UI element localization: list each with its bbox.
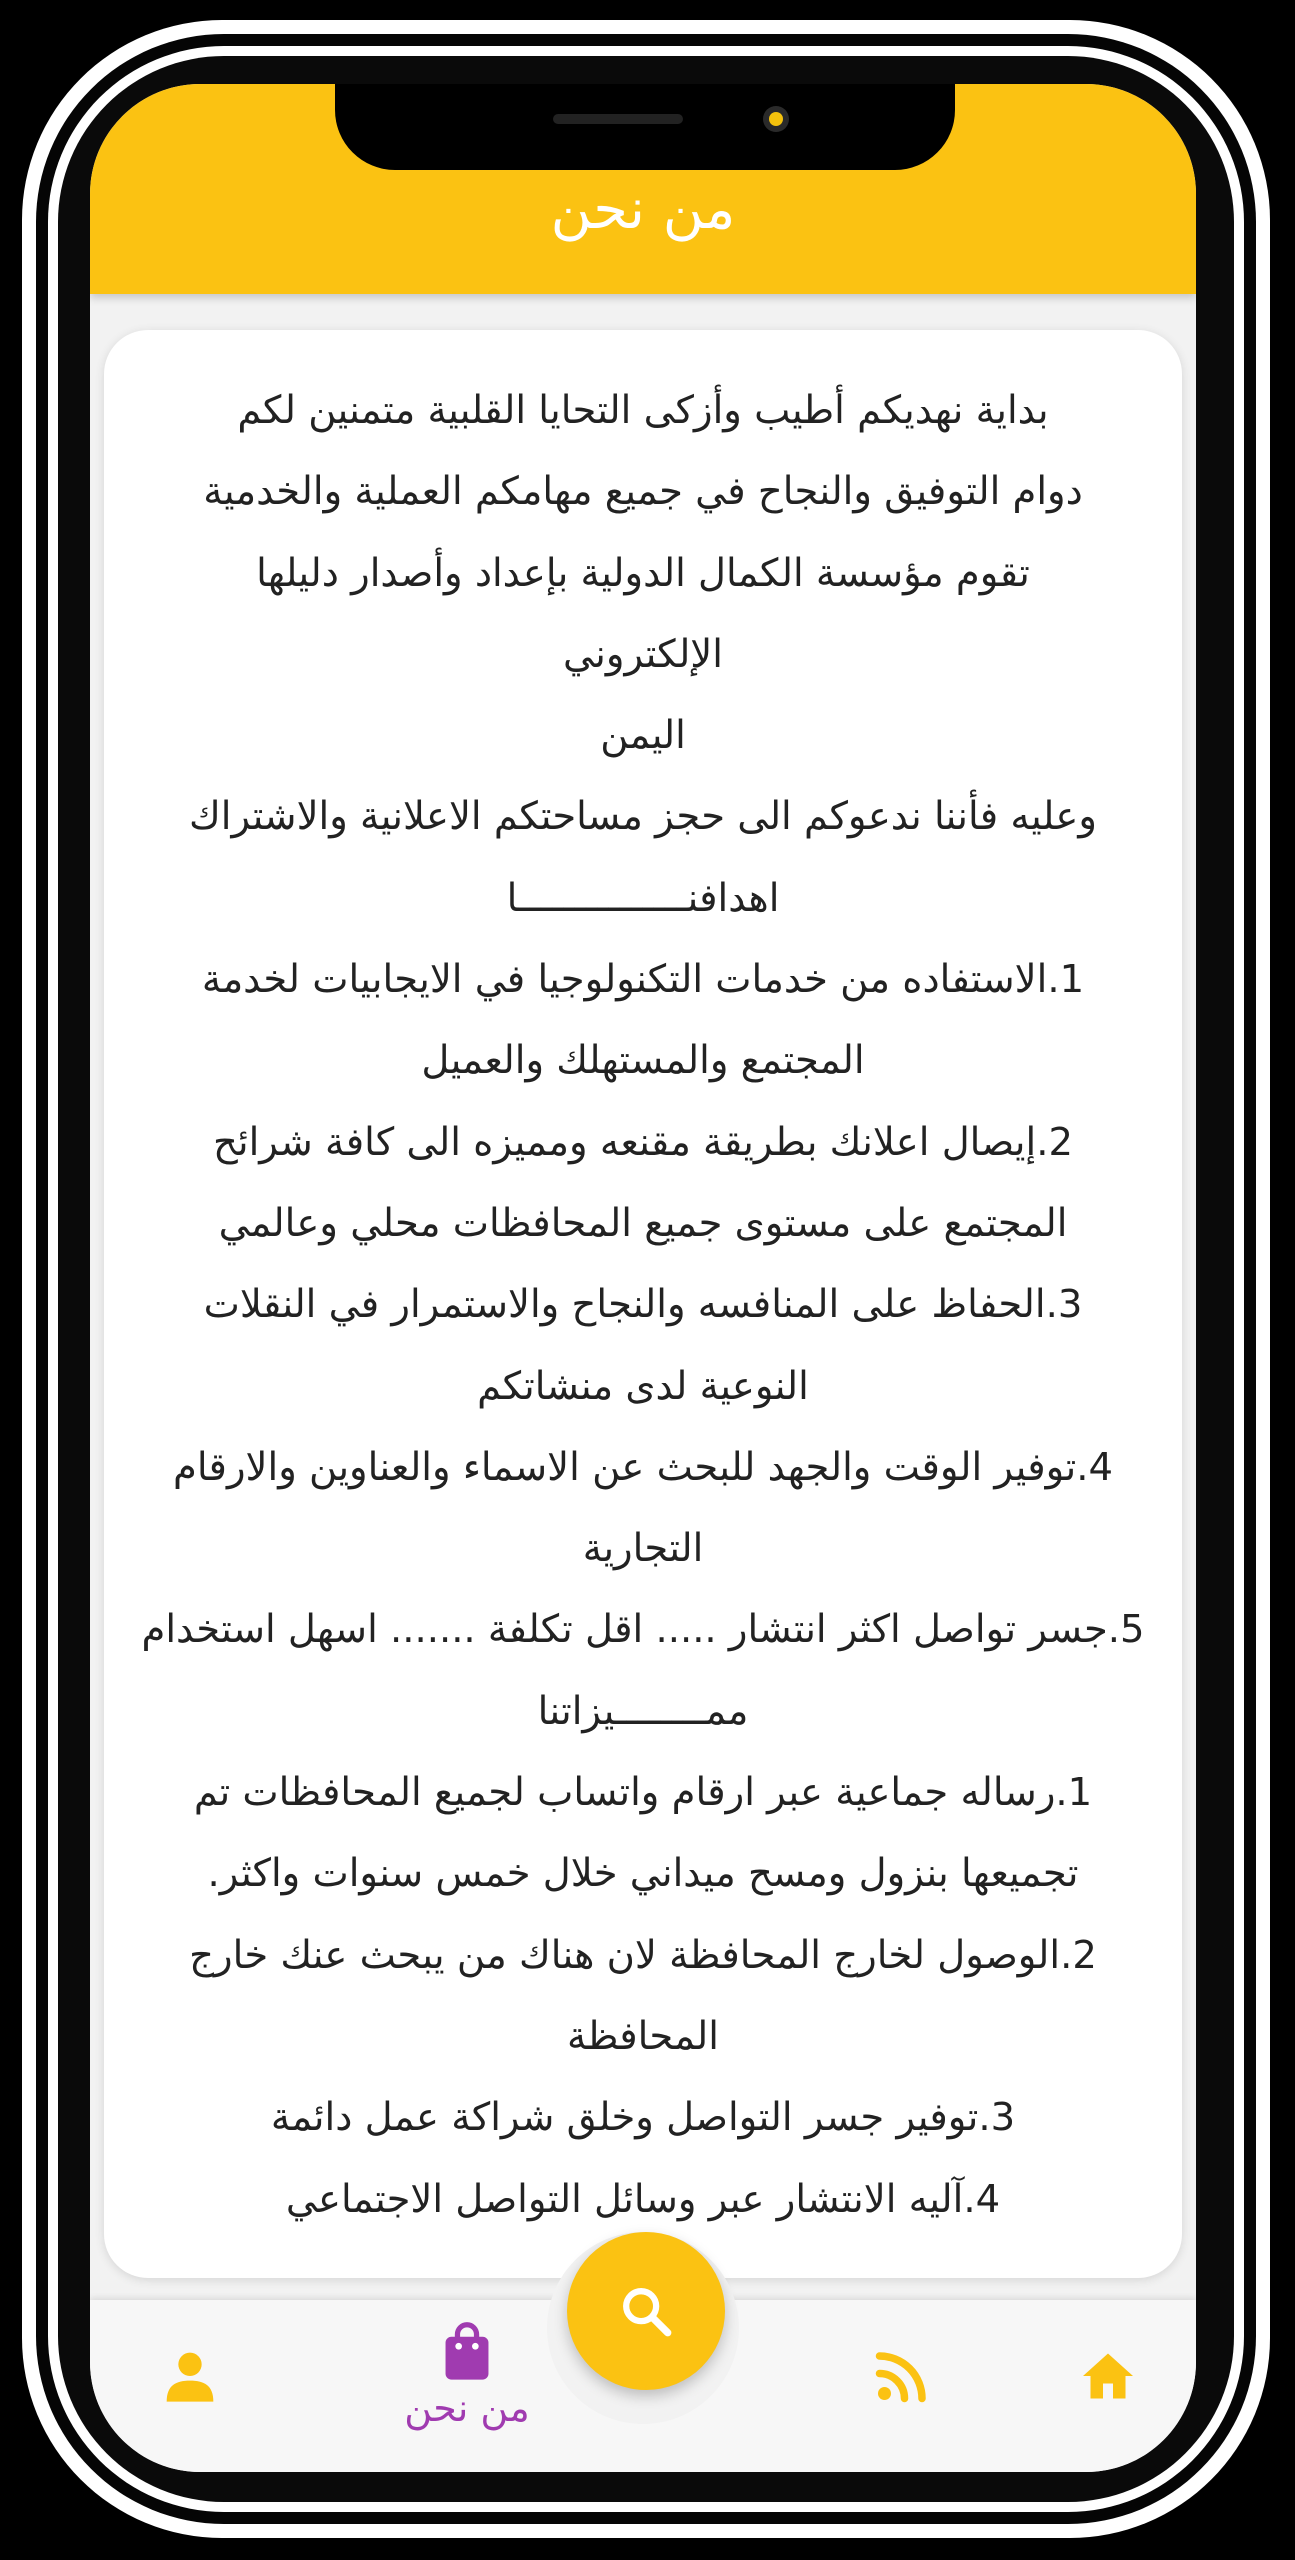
about-text-line: 3.توفير جسر التواصل وخلق شراكة عمل دائمة (270, 2095, 1016, 2141)
about-text (104, 330, 1182, 2240)
about-content-card (104, 330, 1182, 2278)
nav-feed[interactable] (872, 2346, 932, 2406)
page-title: من نحن (550, 177, 736, 242)
about-text-line: 4.توفير الوقت والجهد للبحث عن الاسماء والعناوين والارقام (172, 1444, 1114, 1490)
about-text-line: تجميعها بنزول ومسح ميداني خلال خمس سنوات واكثر. (207, 1851, 1079, 1897)
about-text-line: المجتمع والمستهلك والعميل (421, 1038, 865, 1084)
shopping-bag-icon (438, 2320, 496, 2382)
about-text-line: دوام التوفيق والنجاح في جميع مهامكم العملية والخدمية (203, 469, 1083, 515)
phone-notch (335, 84, 955, 170)
about-text-line: 2.الوصول لخارج المحافظة لان هناك من يبحث عنك خارج (189, 1932, 1097, 1978)
about-text-line: المجتمع على مستوى جميع المحافظات محلي وعالمي (218, 1200, 1068, 1246)
search-icon (617, 2282, 675, 2340)
nav-profile[interactable] (162, 2346, 218, 2406)
about-text-line: 1.رساله جماعية عبر ارقام واتساب لجميع المحافظات تم (193, 1770, 1093, 1816)
home-icon (1078, 2346, 1138, 2406)
about-text-line: اليمن (600, 713, 686, 759)
about-text-line: 3.الحفاظ على المنافسه والنجاح والاستمرار في النقلات (203, 1282, 1083, 1328)
about-text-line: 2.إيصال اعلانك بطريقة مقنعه ومميزه الى كافة شرائح (213, 1119, 1073, 1165)
search-fab-button[interactable] (567, 2232, 725, 2390)
goals-heading: اهدافنـــــــــــــــا (506, 875, 780, 921)
about-text-line: وعليه فأننا ندعوكم الى حجز مساحتكم الاعلانية والاشتراك (189, 794, 1097, 840)
nav-home[interactable] (1078, 2346, 1138, 2406)
person-icon (162, 2346, 218, 2406)
front-camera (763, 106, 789, 132)
app-screen (90, 84, 1196, 2472)
nav-about-label: من نحن (404, 2386, 530, 2430)
about-text-line: الإلكتروني (563, 631, 723, 677)
rss-icon (872, 2346, 932, 2406)
about-text-line: بداية نهديكم أطيب وأزكى التحايا القلبية متمنين لكم (237, 388, 1049, 433)
about-text-line: التجارية (582, 1526, 704, 1572)
features-heading: ممــــــــيزاتنا (537, 1688, 749, 1734)
about-text-line: 1.الاستفاده من خدمات التكنولوجيا في الايجابيات لخدمة (201, 957, 1085, 1003)
nav-about[interactable] (384, 2320, 550, 2430)
about-text-line: النوعية لدى منشاتكم (477, 1363, 809, 1409)
about-text-line: 4.آليه الانتشار عبر وسائل التواصل الاجتماعي (285, 2176, 1001, 2222)
speaker-grille (553, 114, 683, 124)
about-text-line: المحافظة (567, 2013, 719, 2059)
about-text-line: 5.جسر تواصل اكثر انتشار ..... اقل تكلفة ....... اسهل استخدام (141, 1607, 1145, 1653)
about-text-line: تقوم مؤسسة الكمال الدولية بإعداد وأصدار دليلها (256, 550, 1030, 596)
